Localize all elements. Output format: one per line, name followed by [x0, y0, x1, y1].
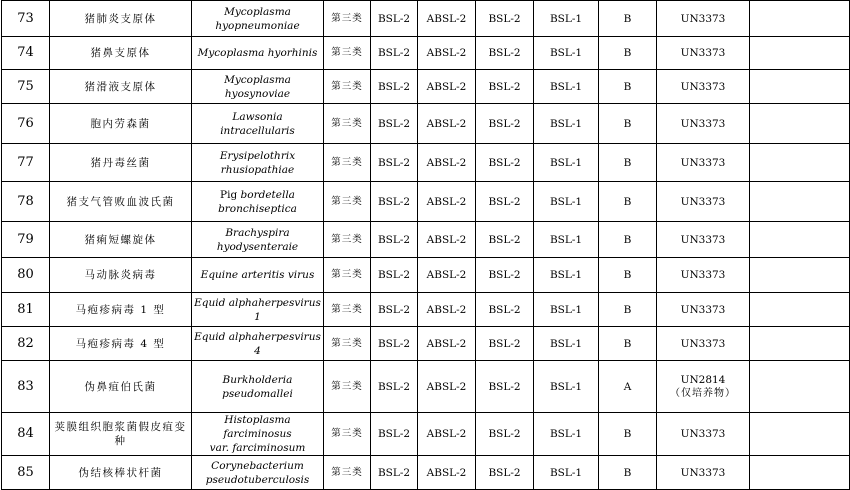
un-code: UN3373 [680, 233, 726, 246]
lab-level-1: BSL-2 [371, 456, 418, 490]
scientific-name-line2: pseudotuberculosis [205, 473, 310, 486]
hazard-class: 第三类 [324, 361, 371, 413]
lab-level-1: BSL-2 [371, 293, 418, 327]
lab-level-4: BSL-1 [534, 144, 599, 182]
un-number [657, 258, 750, 293]
scientific-name-line1: bordetella [240, 188, 295, 201]
row-number: 73 [2, 1, 50, 37]
un-code: UN3373 [680, 47, 726, 59]
row-number: 83 [2, 361, 50, 413]
row-number: 80 [2, 258, 50, 293]
chinese-name: 猪痢短螺旋体 [50, 222, 192, 258]
un-number [657, 327, 750, 361]
un-number [657, 222, 750, 258]
table-row [2, 258, 850, 293]
scientific-name-line1: Equine arteritis virus [200, 269, 315, 281]
lab-level-1: BSL-2 [371, 37, 418, 70]
packaging-category: B [599, 327, 657, 361]
un-code: UN3373 [680, 428, 726, 440]
un-code: UN3373 [680, 12, 726, 25]
table-row [2, 1, 850, 37]
lab-level-2: ABSL-2 [418, 456, 476, 490]
lab-level-1: BSL-2 [371, 182, 418, 222]
packaging-category: B [599, 144, 657, 182]
un-code: UN3373 [680, 466, 726, 479]
lab-level-4: BSL-1 [534, 456, 599, 490]
hazard-class: 第三类 [324, 258, 371, 293]
lab-level-3: BSL-2 [476, 104, 534, 144]
packaging-category: B [599, 104, 657, 144]
lab-level-1: BSL-2 [371, 258, 418, 293]
un-code: UN3373 [680, 80, 726, 93]
chinese-name: 猪滑液支原体 [50, 70, 192, 104]
hazard-class: 第三类 [324, 456, 371, 490]
table-row [2, 144, 850, 182]
un-number [657, 361, 750, 413]
lab-level-4: BSL-1 [534, 293, 599, 327]
row-number: 85 [2, 456, 50, 490]
lab-level-1: BSL-2 [371, 327, 418, 361]
lab-level-4: BSL-1 [534, 361, 599, 413]
chinese-name: 猪丹毒丝菌 [50, 144, 192, 182]
row-number: 76 [2, 104, 50, 144]
scientific-name-line1: Mycoplasma [224, 5, 291, 18]
scientific-name-line2: bronchiseptica [218, 202, 297, 215]
table-row [2, 361, 850, 413]
scientific-name-line1: Mycoplasma hyorhinis [197, 47, 318, 59]
scientific-name [192, 182, 324, 222]
lab-level-3: BSL-2 [476, 456, 534, 490]
row-number: 75 [2, 70, 50, 104]
scientific-name-line1: Erysipelothrix [219, 149, 296, 162]
scientific-name [192, 37, 324, 70]
remarks [750, 258, 850, 293]
chinese-name: 马动脉炎病毒 [50, 258, 192, 293]
lab-level-4: BSL-1 [534, 327, 599, 361]
lab-level-3: BSL-2 [476, 361, 534, 413]
row-number: 77 [2, 144, 50, 182]
lab-level-4: BSL-1 [534, 104, 599, 144]
chinese-name: 伪结核棒状杆菌 [50, 456, 192, 490]
packaging-category: B [599, 413, 657, 456]
un-code: UN3373 [680, 195, 726, 208]
chinese-name: 马疱疹病毒 1 型 [50, 293, 192, 327]
pathogen-table [1, 0, 850, 490]
lab-level-1: BSL-2 [371, 222, 418, 258]
lab-level-3: BSL-2 [476, 327, 534, 361]
chinese-name: 胞内劳森菌 [50, 104, 192, 144]
remarks [750, 327, 850, 361]
lab-level-2: ABSL-2 [418, 104, 476, 144]
scientific-name-line2: var. farciminosum [209, 442, 306, 454]
lab-level-2: ABSL-2 [418, 413, 476, 456]
hazard-class: 第三类 [324, 144, 371, 182]
scientific-name-line1: Brachyspira hyodysenteraie [216, 226, 299, 253]
hazard-class: 第三类 [324, 1, 371, 37]
lab-level-3: BSL-2 [476, 222, 534, 258]
un-number [657, 1, 750, 37]
scientific-name [192, 1, 324, 37]
hazard-class: 第三类 [324, 70, 371, 104]
packaging-category: B [599, 456, 657, 490]
hazard-class: 第三类 [324, 327, 371, 361]
scientific-name-line1: Equid alphaherpesvirus 4 [194, 330, 321, 357]
lab-level-2: ABSL-2 [418, 37, 476, 70]
un-code: UN3373 [680, 269, 726, 281]
chinese-name: 猪支气管败血波氏菌 [50, 182, 192, 222]
remarks [750, 456, 850, 490]
lab-level-2: ABSL-2 [418, 327, 476, 361]
un-number [657, 413, 750, 456]
hazard-class: 第三类 [324, 413, 371, 456]
un-number [657, 37, 750, 70]
lab-level-3: BSL-2 [476, 37, 534, 70]
table-row [2, 104, 850, 144]
un-number [657, 104, 750, 144]
un-number [657, 293, 750, 327]
lab-level-3: BSL-2 [476, 70, 534, 104]
remarks [750, 222, 850, 258]
lab-level-2: ABSL-2 [418, 70, 476, 104]
scientific-name-prefix: Pig [220, 188, 241, 201]
scientific-name [192, 293, 324, 327]
chinese-name: 猪鼻支原体 [50, 37, 192, 70]
scientific-name [192, 144, 324, 182]
lab-level-1: BSL-2 [371, 104, 418, 144]
chinese-name: 荚膜组织胞浆菌假皮疽变种 [50, 413, 192, 456]
row-number: 79 [2, 222, 50, 258]
packaging-category: B [599, 37, 657, 70]
scientific-name-line1: Lawsonia intracellularis [220, 110, 295, 137]
table-row [2, 70, 850, 104]
packaging-category: A [599, 361, 657, 413]
packaging-category: B [599, 182, 657, 222]
lab-level-3: BSL-2 [476, 144, 534, 182]
lab-level-2: ABSL-2 [418, 222, 476, 258]
packaging-category: B [599, 222, 657, 258]
un-code: UN3373 [680, 117, 726, 130]
lab-level-1: BSL-2 [371, 413, 418, 456]
scientific-name [192, 70, 324, 104]
un-number [657, 70, 750, 104]
scientific-name-line1: Equid alphaherpesvirus 1 [194, 296, 321, 323]
scientific-name-line1: Corynebacterium [211, 459, 304, 472]
lab-level-4: BSL-1 [534, 1, 599, 37]
packaging-category: B [599, 258, 657, 293]
hazard-class: 第三类 [324, 37, 371, 70]
lab-level-3: BSL-2 [476, 413, 534, 456]
un-code: UN3373 [680, 303, 726, 316]
scientific-name-line2: hyopneumoniae [215, 19, 300, 32]
table-row [2, 413, 850, 456]
lab-level-2: ABSL-2 [418, 361, 476, 413]
remarks [750, 37, 850, 70]
lab-level-3: BSL-2 [476, 182, 534, 222]
lab-level-2: ABSL-2 [418, 182, 476, 222]
table-row [2, 182, 850, 222]
scientific-name-line1: Burkholderia pseudomallei [222, 373, 293, 400]
scientific-name-line1: Mycoplasma hyosynoviae [224, 73, 291, 100]
packaging-category: B [599, 1, 657, 37]
table-row [2, 37, 850, 70]
lab-level-2: ABSL-2 [418, 1, 476, 37]
lab-level-4: BSL-1 [534, 222, 599, 258]
lab-level-2: ABSL-2 [418, 293, 476, 327]
un-number [657, 456, 750, 490]
remarks [750, 104, 850, 144]
un-code: UN3373 [680, 337, 726, 350]
scientific-name [192, 258, 324, 293]
remarks [750, 70, 850, 104]
hazard-class: 第三类 [324, 222, 371, 258]
scientific-name [192, 104, 324, 144]
lab-level-4: BSL-1 [534, 182, 599, 222]
table-row [2, 327, 850, 361]
lab-level-1: BSL-2 [371, 144, 418, 182]
lab-level-3: BSL-2 [476, 293, 534, 327]
remarks [750, 293, 850, 327]
scientific-name [192, 456, 324, 490]
lab-level-4: BSL-1 [534, 258, 599, 293]
lab-level-4: BSL-1 [534, 70, 599, 104]
hazard-class: 第三类 [324, 293, 371, 327]
remarks [750, 182, 850, 222]
row-number: 74 [2, 37, 50, 70]
packaging-category: B [599, 70, 657, 104]
lab-level-1: BSL-2 [371, 70, 418, 104]
un-number [657, 144, 750, 182]
scientific-name [192, 413, 324, 456]
scientific-name [192, 222, 324, 258]
lab-level-3: BSL-2 [476, 1, 534, 37]
lab-level-4: BSL-1 [534, 413, 599, 456]
hazard-class: 第三类 [324, 182, 371, 222]
lab-level-3: BSL-2 [476, 258, 534, 293]
un-number [657, 182, 750, 222]
packaging-category: B [599, 293, 657, 327]
remarks [750, 1, 850, 37]
hazard-class: 第三类 [324, 104, 371, 144]
lab-level-1: BSL-2 [371, 361, 418, 413]
chinese-name: 伪鼻疽伯氏菌 [50, 361, 192, 413]
remarks [750, 144, 850, 182]
scientific-name-line2: rhusiopathiae [220, 163, 295, 176]
scientific-name-line1: Histoplasma farciminosus [223, 414, 292, 440]
row-number: 81 [2, 293, 50, 327]
table-row [2, 456, 850, 490]
lab-level-2: ABSL-2 [418, 144, 476, 182]
lab-level-1: BSL-2 [371, 1, 418, 37]
scientific-name [192, 361, 324, 413]
chinese-name: 猪肺炎支原体 [50, 1, 192, 37]
chinese-name: 马疱疹病毒 4 型 [50, 327, 192, 361]
row-number: 82 [2, 327, 50, 361]
remarks [750, 361, 850, 413]
lab-level-4: BSL-1 [534, 37, 599, 70]
remarks [750, 413, 850, 456]
un-code: UN2814 [680, 373, 726, 386]
row-number: 78 [2, 182, 50, 222]
un-note: （仅培养物） [670, 387, 736, 399]
scientific-name [192, 327, 324, 361]
lab-level-2: ABSL-2 [418, 258, 476, 293]
table-row [2, 293, 850, 327]
un-code: UN3373 [680, 156, 726, 169]
table-row [2, 222, 850, 258]
row-number: 84 [2, 413, 50, 456]
